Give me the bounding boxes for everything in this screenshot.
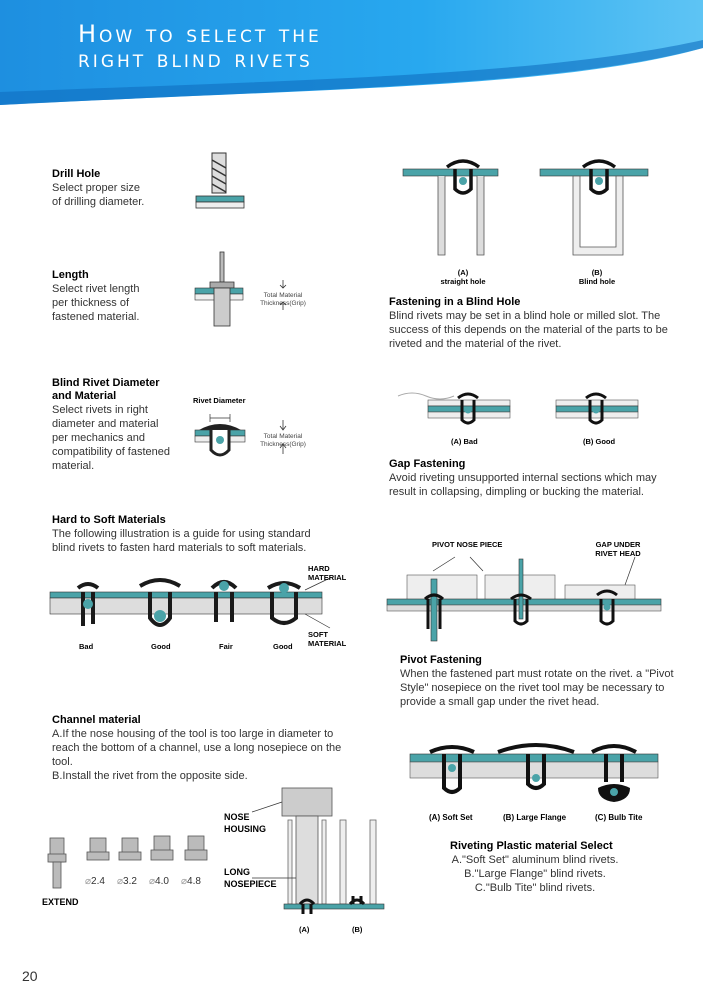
gap-text: Avoid riveting unsupported internal sections which may result in collapsing, dimpling or bucking the material.: [389, 472, 657, 498]
gap-a-label: (A) Bad: [451, 437, 478, 446]
gap-b-label: (B) Good: [583, 437, 616, 446]
rivet-diameter-label: Rivet Diameter: [193, 396, 246, 405]
plastic-heading: Riveting Plastic material Select: [450, 840, 613, 852]
hard-material-label: HARD MATERIAL: [308, 564, 347, 582]
hard-soft-illustration: [50, 570, 330, 640]
drill-text: Select proper size of drilling diameter.: [52, 182, 145, 208]
pivot-text: When the fastened part must rotate on the rivet. a "Pivot Style" nosepiece on the rivet tool may be necessary to provide a small gap under the rivet head.: [400, 668, 674, 708]
diameter-grip-label: Total Material Thickness(Grip): [260, 433, 306, 448]
plastic-line-b: B."Large Flange" blind rivets.: [464, 868, 606, 880]
pivot-fastening-illustration: [385, 555, 665, 645]
blind-hole-illustration: [403, 155, 648, 265]
blind-hole-a-label: (A) straight hole: [440, 268, 486, 286]
channel-b-label: (B): [352, 925, 363, 934]
hard-soft-heading: Hard to Soft Materials: [52, 514, 166, 526]
blind-hole-text: Blind rivets may be set in a blind hole or milled slot. The success of this depends on the material of the parts to be riveted and the material of the rivet.: [389, 310, 668, 350]
plastic-a-label: (A) Soft Set: [429, 813, 473, 822]
diameter-heading: Blind Rivet Diameter and Material: [52, 377, 160, 402]
pivot-nose-label: PIVOT NOSE PIECE: [432, 540, 503, 549]
drill-illustration: [195, 150, 255, 215]
page-number: 20: [22, 968, 38, 984]
length-grip-label: Total Material Thickness(Grip): [260, 292, 306, 307]
title-line-1: How to select the: [78, 20, 322, 48]
gap-heading: Gap Fastening: [389, 458, 466, 470]
length-text: Select rivet length per thickness of fastened material.: [52, 283, 140, 323]
diameter-text: Select rivets in right diameter and material per mechanics and compatibility of fastened material.: [52, 404, 171, 472]
extend-nosepieces-illustration: [40, 830, 220, 900]
plastic-c-label: (C) Bulb Tite: [595, 813, 643, 822]
drill-heading: Drill Hole: [52, 168, 101, 180]
pivot-heading: Pivot Fastening: [400, 654, 482, 666]
rating-bad: Bad: [79, 642, 94, 651]
gap-under-head-label: GAP UNDER RIVET HEAD: [595, 540, 641, 558]
page-title: [78, 22, 322, 72]
channel-text: A.If the nose housing of the tool is too large in diameter to reach the bottom of a channel, use a long nosepiece on the tool. B.Install the rivet from the opposite side.: [52, 728, 342, 782]
blind-hole-b-label: (B) Blind hole: [578, 268, 616, 286]
plastic-line-a: A."Soft Set" aluminum blind rivets.: [451, 854, 619, 866]
size-4-8: ⌀4.8: [181, 876, 201, 887]
length-heading: Length: [52, 269, 89, 281]
rating-good-2: Good: [273, 642, 293, 651]
rating-fair: Fair: [219, 642, 233, 651]
hard-soft-text: The following illustration is a guide for using standard blind rivets to fasten hard materials to soft materials.: [52, 528, 311, 554]
rating-good-1: Good: [151, 642, 171, 651]
plastic-lines: [440, 853, 630, 895]
plastic-rivets-illustration: [410, 740, 660, 810]
channel-illustration: [270, 780, 390, 920]
blind-hole-heading: Fastening in a Blind Hole: [389, 296, 521, 308]
size-4-0: ⌀4.0: [149, 876, 169, 887]
channel-a-label: (A): [299, 925, 310, 934]
length-rivet-illustration: [195, 250, 305, 330]
title-line-2: right blind rivets: [78, 45, 313, 73]
soft-material-label: SOFT MATERIAL: [308, 630, 347, 648]
nose-housing-label: NOSE HOUSING: [224, 812, 267, 834]
long-nosepiece-label: LONG NOSEPIECE: [224, 867, 277, 889]
channel-heading: Channel material: [52, 714, 141, 726]
size-3-2: ⌀3.2: [117, 876, 137, 887]
plastic-line-c: C."Bulb Tite" blind rivets.: [474, 882, 596, 894]
size-2-4: ⌀2.4: [85, 876, 105, 887]
extend-label: EXTEND: [42, 897, 79, 907]
plastic-b-label: (B) Large Flange: [503, 813, 567, 822]
gap-fastening-illustration: [398, 388, 643, 438]
